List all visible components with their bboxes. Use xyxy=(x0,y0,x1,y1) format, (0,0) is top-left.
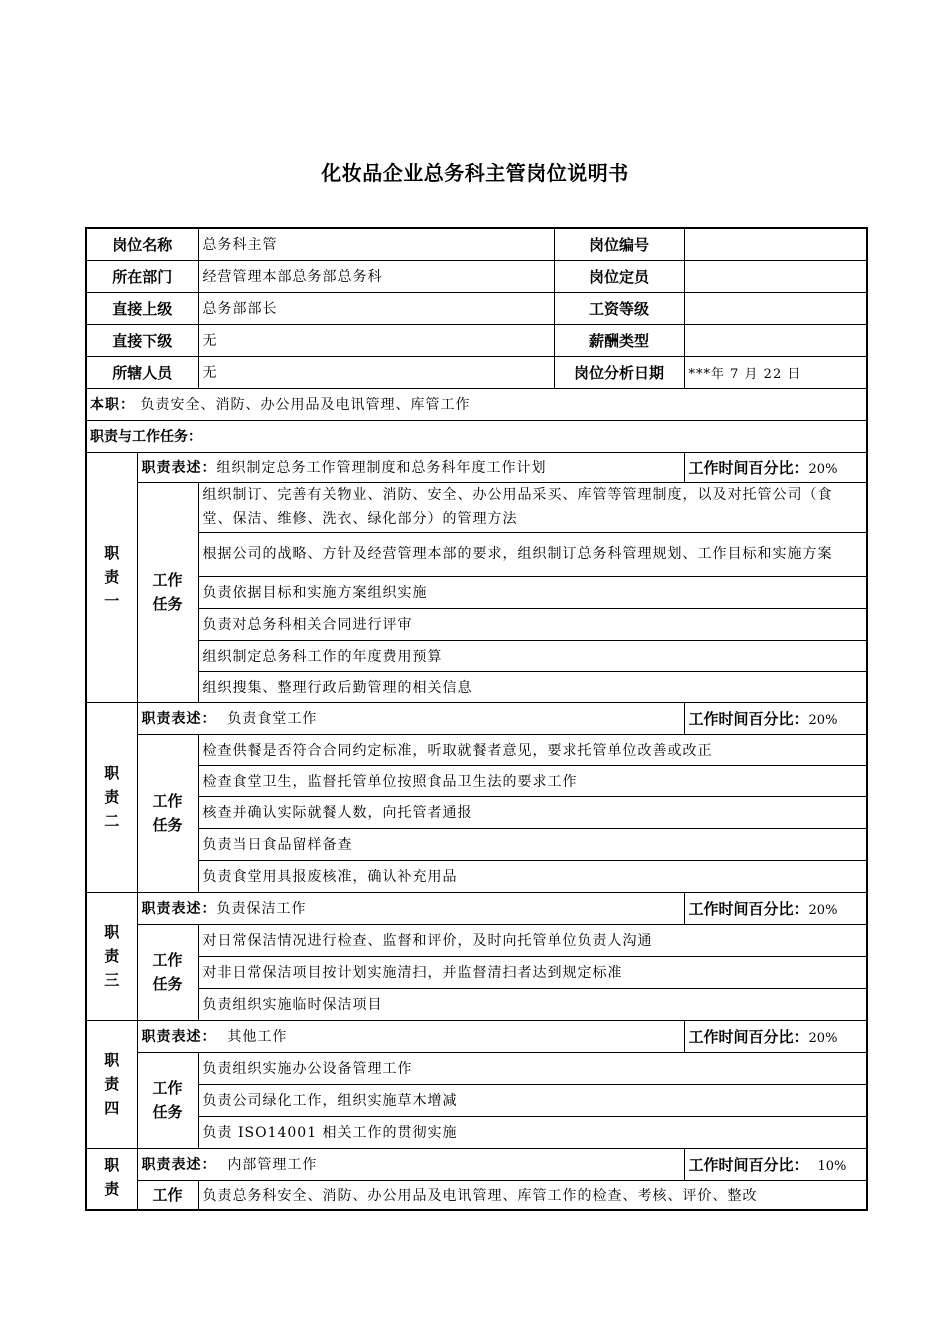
duties-header-row xyxy=(86,420,867,452)
duty-4-task-row xyxy=(86,1116,867,1148)
salary-grade-label: 工资等级 xyxy=(554,292,684,324)
document-title: 化妆品企业总务科主管岗位说明书 xyxy=(321,161,629,185)
core-row xyxy=(86,388,867,420)
duty-1-task-row xyxy=(86,576,867,608)
duty-2-task-4: 负责当日食品留样备查 xyxy=(198,828,867,860)
duty-4-task-row xyxy=(86,1052,867,1084)
core-text: 负责安全、消防、办公用品及电讯管理、库管工作 xyxy=(140,397,471,413)
duty-1-task-4: 负责对总务科相关合同进行评审 xyxy=(198,608,867,640)
duty-3-task-label: 工作任务 xyxy=(137,924,198,1020)
governed-value: 无 xyxy=(198,356,554,388)
duty-4-desc: 其他工作 xyxy=(227,1029,288,1045)
duty-1-task-row xyxy=(86,640,867,671)
duty-2-task-row xyxy=(86,765,867,796)
duty-4-task-row xyxy=(86,1084,867,1116)
duty-2-task-row xyxy=(86,860,867,892)
pay-type-value xyxy=(684,324,867,356)
duty-2-task-row xyxy=(86,734,867,765)
position-code-label: 岗位编号 xyxy=(554,228,684,260)
info-row-5 xyxy=(86,356,867,388)
position-code-value xyxy=(684,228,867,260)
duty-3-task-1: 对日常保洁情况进行检查、监督和评价，及时向托管单位负责人沟通 xyxy=(198,924,867,956)
duty-4-task-1: 负责组织实施办公设备管理工作 xyxy=(198,1052,867,1084)
job-description-table xyxy=(85,227,868,1211)
info-row-2 xyxy=(86,260,867,292)
duty-1-task-3: 负责依据目标和实施方案组织实施 xyxy=(198,576,867,608)
duty-2-task-5: 负责食堂用具报废核准，确认补充用品 xyxy=(198,860,867,892)
duty-4-time-label: 工作时间百分比： xyxy=(688,1027,809,1046)
duty-5-task-row xyxy=(86,1180,867,1210)
duty-5-percent: 10% xyxy=(817,1158,847,1174)
subordinate-value: 无 xyxy=(198,324,554,356)
duty-2-task-row xyxy=(86,828,867,860)
position-name-value: 总务科主管 xyxy=(198,228,554,260)
duty-1-task-row xyxy=(86,608,867,640)
superior-value: 总务部部长 xyxy=(198,292,554,324)
subordinate-label: 直接下级 xyxy=(86,324,198,356)
duty-4-desc-row xyxy=(86,1020,867,1052)
info-row-4 xyxy=(86,324,867,356)
info-row-1 xyxy=(86,228,867,260)
headcount-label: 岗位定员 xyxy=(554,260,684,292)
duty-3-task-2: 对非日常保洁项目按计划实施清扫，并监督清扫者达到规定标准 xyxy=(198,956,867,988)
duty-4-task-3: 负责 ISO14001 相关工作的贯彻实施 xyxy=(198,1116,867,1148)
duty-1-name: 职责一 xyxy=(86,452,137,702)
duty-3-task-row xyxy=(86,956,867,988)
duty-2-task-2: 检查食堂卫生，监督托管单位按照食品卫生法的要求工作 xyxy=(198,765,867,796)
duty-2-desc: 负责食堂工作 xyxy=(227,711,318,727)
info-row-3 xyxy=(86,292,867,324)
duty-2-name: 职责二 xyxy=(86,702,137,892)
duty-5-desc-label: 职责表述： xyxy=(141,1157,217,1173)
duty-1-time-label: 工作时间百分比： xyxy=(688,458,809,477)
duty-3-percent: 20% xyxy=(808,902,838,918)
duty-3-desc-label: 职责表述： xyxy=(141,901,217,917)
duty-2-task-label: 工作任务 xyxy=(137,734,198,892)
position-name-label: 岗位名称 xyxy=(86,228,198,260)
duty-2-task-row xyxy=(86,796,867,828)
duty-2-time-label: 工作时间百分比： xyxy=(688,709,809,728)
duty-5-task-label: 工作 xyxy=(137,1180,198,1210)
duty-4-task-2: 负责公司绿化工作，组织实施草木增减 xyxy=(198,1084,867,1116)
analysis-date-label: 岗位分析日期 xyxy=(554,356,684,388)
duty-3-task-row xyxy=(86,924,867,956)
duty-3-desc-row xyxy=(86,892,867,924)
duty-3-desc: 负责保洁工作 xyxy=(216,901,307,917)
duty-1-task-row xyxy=(86,532,867,576)
duty-4-task-label: 工作任务 xyxy=(137,1052,198,1148)
duty-5-task-1: 负责总务科安全、消防、办公用品及电讯管理、库管工作的检查、考核、评价、整改 xyxy=(198,1180,867,1210)
duty-5-name: 职责 xyxy=(86,1148,137,1210)
duty-5-desc: 内部管理工作 xyxy=(227,1157,318,1173)
duty-5-time-label: 工作时间百分比： xyxy=(688,1155,809,1174)
governed-label: 所辖人员 xyxy=(86,356,198,388)
duty-3-name: 职责三 xyxy=(86,892,137,1020)
duty-1-percent: 20% xyxy=(808,461,838,477)
duty-5-desc-row xyxy=(86,1148,867,1180)
duty-3-time-label: 工作时间百分比： xyxy=(688,899,809,918)
duty-2-desc-label: 职责表述： xyxy=(141,711,217,727)
headcount-value xyxy=(684,260,867,292)
duty-1-task-6: 组织搜集、整理行政后勤管理的相关信息 xyxy=(198,671,867,702)
duty-2-task-3: 核查并确认实际就餐人数，向托管者通报 xyxy=(198,796,867,828)
duty-2-percent: 20% xyxy=(808,712,838,728)
duty-1-desc-label: 职责表述： xyxy=(141,460,217,476)
department-value: 经营管理本部总务部总务科 xyxy=(198,260,554,292)
duty-1-task-row xyxy=(86,482,867,532)
salary-grade-value xyxy=(684,292,867,324)
duty-1-task-2: 根据公司的战略、方针及经营管理本部的要求，组织制订总务科管理规划、工作目标和实施方案 xyxy=(198,532,867,576)
duty-3-task-3: 负责组织实施临时保洁项目 xyxy=(198,988,867,1020)
core-label: 本职： xyxy=(90,397,135,413)
duty-4-name: 职责四 xyxy=(86,1020,137,1148)
duty-1-task-5: 组织制定总务科工作的年度费用预算 xyxy=(198,640,867,671)
duty-1-task-row xyxy=(86,671,867,702)
department-label: 所在部门 xyxy=(86,260,198,292)
duty-3-task-row xyxy=(86,988,867,1020)
duty-4-desc-label: 职责表述： xyxy=(141,1029,217,1045)
pay-type-label: 薪酬类型 xyxy=(554,324,684,356)
duty-4-percent: 20% xyxy=(808,1030,838,1046)
duty-2-desc-row xyxy=(86,702,867,734)
superior-label: 直接上级 xyxy=(86,292,198,324)
duty-1-desc-row xyxy=(86,452,867,482)
duties-header: 职责与工作任务： xyxy=(90,429,202,445)
duty-2-task-1: 检查供餐是否符合合同约定标准，听取就餐者意见，要求托管单位改善或改正 xyxy=(198,734,867,765)
duty-1-desc: 组织制定总务工作管理制度和总务科年度工作计划 xyxy=(216,460,547,476)
duty-1-task-1: 组织制订、完善有关物业、消防、安全、办公用品采买、库管等管理制度，以及对托管公司（食堂、保洁、维修、洗衣、绿化部分）的管理方法 xyxy=(198,482,867,532)
duty-1-task-label: 工作任务 xyxy=(137,482,198,702)
analysis-date-value: ***年 7 月 22 日 xyxy=(684,356,867,388)
